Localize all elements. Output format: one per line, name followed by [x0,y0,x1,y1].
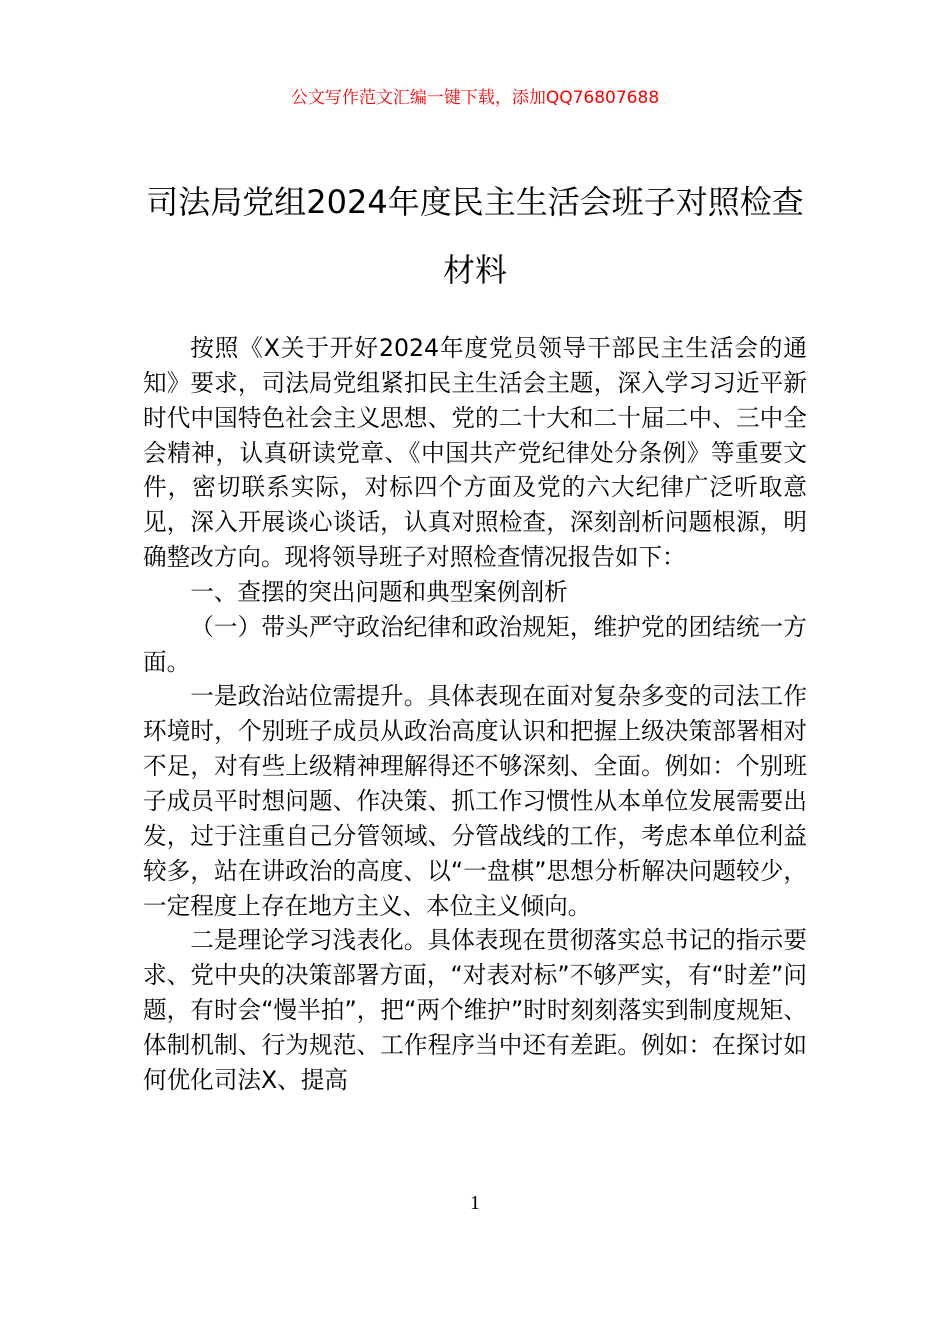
document-title: 司法局党组2024年度民主生活会班子对照检查材料 [146,183,804,289]
document-body [143,331,807,1098]
page-number: 1 [470,1192,480,1214]
section-heading: 一、查摆的突出问题和典型案例剖析 [190,577,568,606]
body-paragraph: 二是理论学习浅表化。具体表现在贯彻落实总书记的指示要求、党中央的决策部署方面，“对表对标”不够严实，有“时差”问题，有时会“慢半拍”，把“两个维护”时时刻刻落实到制度规矩、体制机制、行为规范、工作程序当中还有差距。例如：在探讨如何优化司法X、提高 [143,926,807,1094]
intro-paragraph: 按照《X关于开好2024年度党员领导干部民主生活会的通知》要求，司法局党组紧扣民主生活会主题，深入学习习近平新时代中国特色社会主义思想、党的二十大和二十届二中、三中全会精神，认真研读党章、《中国共产党纪律处分条例》等重要文件，密切联系实际，对标四个方面及党的六大纪律广泛听取意见，深入开展谈心谈话，认真对照检查，深刻剖析问题根源，明确整改方向。现将领导班子对照检查情况报告如下： [143,334,807,572]
subsection-heading: （一）带头严守政治纪律和政治规矩，维护党的团结统一方面。 [143,612,807,676]
body-paragraph: 一是政治站位需提升。具体表现在面对复杂多变的司法工作环境时，个别班子成员从政治高度认识和把握上级决策部署相对不足，对有些上级精神理解得还不够深刻、全面。例如：个别班子成员平时想问题、作决策、抓工作习惯性从本单位发展需要出发，过于注重自己分管领域、分管战线的工作，考虑本单位利益较多，站在讲政治的高度、以“一盘棋”思想分析解决问题较少，一定程度上存在地方主义、本位主义倾向。 [143,682,807,920]
promo-header-text: 公文写作范文汇编一键下载，添加QQ76807688 [290,88,660,108]
